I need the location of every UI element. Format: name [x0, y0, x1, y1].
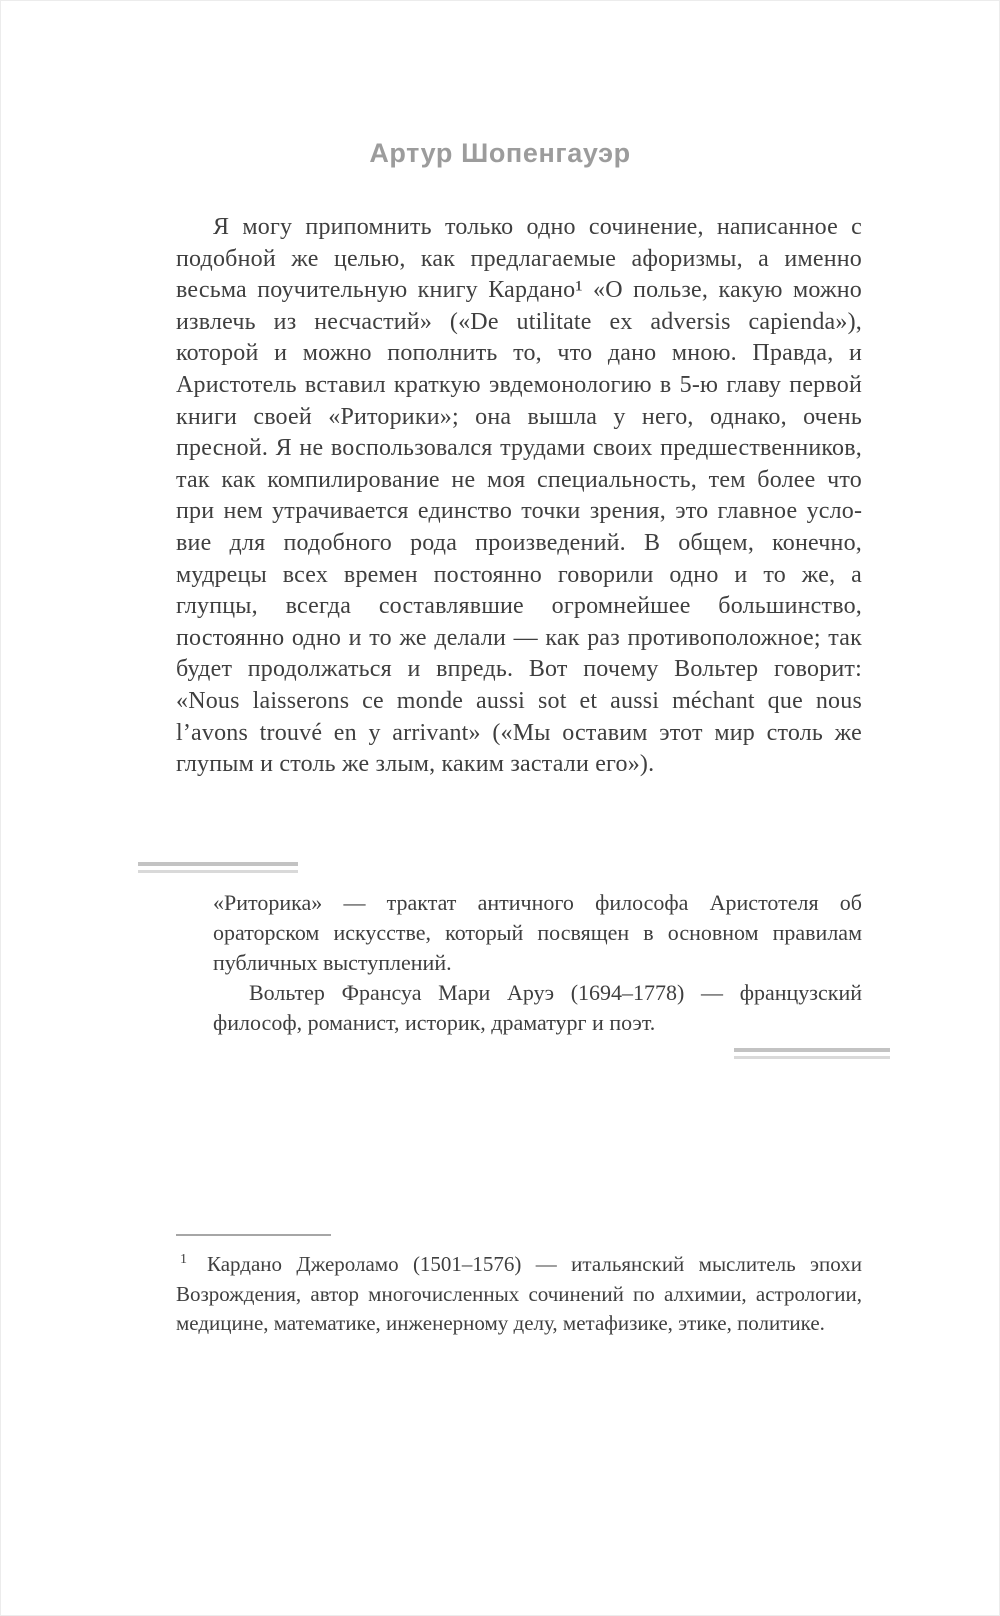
- page-header-author: Артур Шопенгауэр: [369, 138, 631, 168]
- divider-bar-bottom: [734, 1056, 890, 1059]
- main-text-block: [176, 212, 862, 781]
- main-paragraph: Я могу припомнить только одно сочинение, написанное с подобной же целью, как предлагаемые афоризмы, а именно весьма поучительную книгу Кардано¹ «О пользе, какую можно извлечь из несчастий» («De utilitate ex adversis capienda»), которой и можно пополнить то, что дано мною. Правда, и Аристотель вставил краткую эвдемонологию в 5-ю главу первой книги своей «Риторики»; она вышла у него, однако, очень пресной. Я не воспользовался трудами своих предшественников, так как компилирование не моя специальность, тем более что при нем утрачивается единство точки зрения, это главное условие для подобного рода произведений. В общем, конечно, мудрецы всех времен постоянно говорили одно и то же, а глупцы, всегда составлявшие огромнейшее большинство, постоянно одно и то же делали — как раз противоположное; так будет продолжаться и впредь. Вот почему Вольтер говорит: «Nous laisserons ce monde aussi sot et aussi méchant que nous l’avons trouvé en y arrivant» («Мы оставим этот мир столь же глупым и столь же злым, каким застали его»).: [176, 214, 862, 778]
- divider-bar-bottom: [138, 870, 298, 873]
- footnote-marker: 1: [180, 1252, 187, 1267]
- commentary-note-block: [213, 888, 862, 1038]
- footnote-block: [176, 1250, 862, 1339]
- footnote-separator-rule: [176, 1234, 331, 1236]
- divider-bar-top: [138, 862, 298, 866]
- divider-bar-top: [734, 1048, 890, 1052]
- section-divider-left: [138, 862, 298, 873]
- footnote-text: Кардано Джероламо (1501–1576) — итальянский мыслитель эпохи Возрождения, автор многочисленных сочинений по алхимии, астрологии, медицине, математике, инженерному делу, метафизике, этике, политике.: [176, 1252, 862, 1335]
- footnote-paragraph: [176, 1250, 862, 1339]
- note-paragraph-rhetoric: «Риторика» — трактат античного философа Аристотеля об ораторском искусстве, который посвящен в основном правилам публичных выступлений.: [213, 890, 862, 975]
- section-divider-right: [734, 1048, 890, 1059]
- note-paragraph-voltaire: Вольтер Франсуа Мари Аруэ (1694–1778) — французский философ, романист, историк, драматург и поэт.: [213, 980, 862, 1035]
